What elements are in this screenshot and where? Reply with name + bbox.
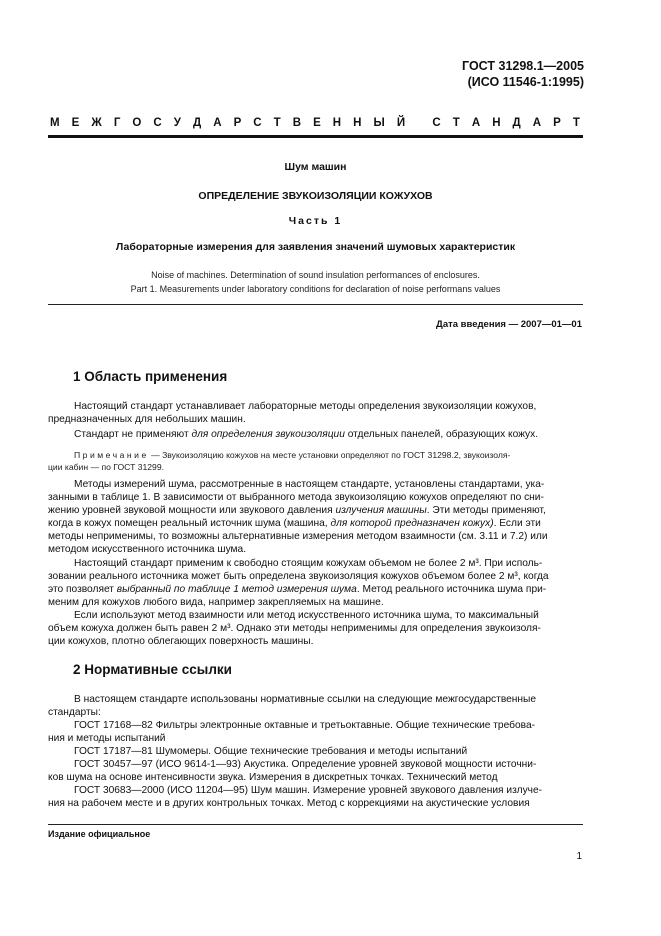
english-title-line2: Part 1. Measurements under laboratory conditions for declaration of noise performans values: [130, 284, 501, 294]
section-2-heading: 2 Нормативные ссылки: [73, 662, 232, 677]
list-item: ГОСТ 17168—82 Фильтры электронные октавные и третьоктавные. Общие технические требова-: [74, 720, 536, 731]
list-item: ния на рабочем месте и в других контрольных точках. Метод с коррекциями на акустические условия: [48, 798, 530, 809]
standard-code: ГОСТ 31298.1—2005: [462, 59, 584, 73]
list-item: ГОСТ 17187—81 Шумомеры. Общие технические требования и методы испытаний: [74, 746, 468, 757]
section-2-references: [48, 693, 583, 810]
title-machine-noise: Шум машин: [284, 161, 347, 173]
list-item: ков шума на основе интенсивности звука. Измерения в дискретных точках. Технический метод: [48, 772, 498, 783]
interstate-standard-banner: М Е Ж Г О С У Д А Р С Т В Е Н Н Ы Й С Т А Н Д А Р Т: [50, 117, 580, 129]
footer-rule: [48, 824, 583, 825]
section-1-paragraph-4: Настоящий стандарт применим к свободно стоящим кожухам объемом не более 2 м³. При исполь- зовании реального источника может быть определена звукоизоляция кожухов объемом более 2 м³, когда это позволяет выбранный по таблице 1 метод измерения шума. Метод реального источника шума при- меним для кожухов любого вида, например закрепляемых на машине.: [48, 558, 549, 608]
page-number: 1: [576, 851, 582, 862]
list-item: ГОСТ 30457—97 (ИСО 9614-1—93) Акустика. Определение уровней звуковой мощности источни-: [74, 759, 537, 770]
introduction-date: Дата введения — 2007—01—01: [436, 319, 582, 330]
title-rule: [48, 304, 583, 305]
document-title: ОПРЕДЕЛЕНИЕ ЗВУКОИЗОЛЯЦИИ КОЖУХОВ: [198, 190, 433, 202]
official-edition-label: Издание официальное: [48, 829, 151, 839]
section-1-paragraph-5: Если используют метод взаимности или метод искусственного источника шума, то максимальный объем кожуха должен быть равен 2 м³. Однако эти методы неприменимы для определения звукоизоля- ции кожухов, плотно облегающих поверхность машины.: [48, 610, 541, 647]
document-subtitle: Лабораторные измерения для заявления значений шумовых характеристик: [115, 241, 516, 253]
list-item: ГОСТ 30683—2000 (ИСО 11204—95) Шум машин. Измерение уровней звукового давления излуче-: [74, 785, 543, 796]
section-1-heading: 1 Область применения: [73, 369, 228, 384]
section-1-paragraph-1: Настоящий стандарт устанавливает лабораторные методы определения звукоизоляции кожухов, предназначенных для небольших машин.: [48, 401, 537, 425]
note: Примечание — Звукоизоляцию кожухов на месте установки определяют по ГОСТ 31298.2, звукоизоля- ции кабин — по ГОСТ 31299.: [48, 450, 511, 472]
list-item: В настоящем стандарте использованы нормативные ссылки на следующие межгосударственные: [74, 694, 537, 705]
section-1-paragraph-2: Стандарт не применяют для определения звукоизоляции отдельных панелей, образующих кожух.: [74, 429, 539, 440]
part-label: Часть 1: [288, 215, 343, 227]
header-rule: [48, 135, 583, 138]
section-1-paragraph-3: Методы измерений шума, рассмотренные в настоящем стандарте, установлены стандартами, ука- занными в таблице 1. В зависимости от выбранного метода звукоизоляцию кожухов определяют по сни- жению уровней звуковой мощности или звукового давления излучения машины. Эти методы применяют, когда в кожух помещен реальный источник шума (машина, для которой предназначен кожух). Если эти методы неприменимы, то возможны альтернативные измерения методом взаимности (см. 3.11 и 7.2) или методом искусственного источника шума.: [48, 479, 548, 555]
list-item: ния и методы испытаний: [48, 733, 166, 744]
english-title-line1: Noise of machines. Determination of sound insulation performances of enclosures.: [151, 270, 480, 280]
iso-code: (ИСО 11546-1:1995): [467, 75, 584, 89]
list-item: стандарты:: [48, 707, 101, 718]
